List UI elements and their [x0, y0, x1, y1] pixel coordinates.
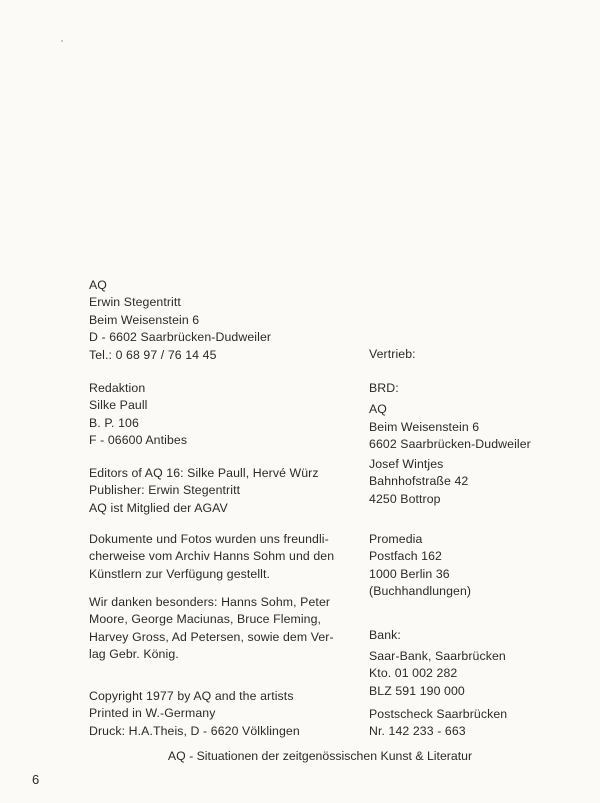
editors-line: Publisher: Erwin Stegentritt — [89, 483, 241, 498]
paragraph-line: Moore, George Maciunas, Bruce Fleming, — [89, 612, 322, 627]
brd-line: Beim Weisenstein 6 — [369, 419, 480, 434]
redaktion-line: Redaktion — [89, 381, 146, 395]
wintjes-block — [369, 456, 589, 508]
postscheck-line: Nr. 142 233 - 663 — [369, 724, 466, 739]
redaktion-line: Silke Paull — [89, 398, 148, 413]
address-line: Tel.: 0 68 97 / 76 14 45 — [89, 347, 217, 362]
promedia-line: Postfach 162 — [369, 549, 442, 564]
bank-label: Bank: — [369, 628, 401, 642]
running-footer: AQ - Situationen der zeitgenössischen Kunst & Literatur — [167, 749, 473, 763]
copyright-block — [89, 688, 359, 740]
postscheck-block — [369, 706, 589, 741]
promedia-line: (Buchhandlungen) — [369, 584, 472, 599]
page-number: 6 — [32, 772, 40, 787]
address-line: Erwin Stegentritt — [89, 295, 181, 310]
bank-heading — [369, 627, 589, 644]
promedia-line: 1000 Berlin 36 — [369, 566, 450, 581]
address-line: D - 6602 Saarbrücken-Dudweiler — [89, 330, 272, 345]
paragraph-line: Dokumente und Fotos wurden uns freundli- — [89, 532, 329, 546]
brd-label: BRD: — [369, 381, 399, 395]
postscheck-line: Postscheck Saarbrücken — [369, 707, 508, 721]
paragraph-line: Künstlern zur Verfügung gestellt. — [89, 566, 271, 581]
brd-line: AQ — [369, 402, 387, 417]
redaktion-line: B. P. 106 — [89, 415, 139, 430]
publisher-address — [89, 277, 359, 364]
editors-line: AQ ist Mitglied der AGAV — [89, 500, 228, 515]
paper-speck — [61, 40, 63, 42]
paragraph-line: cherweise vom Archiv Hanns Sohm und den — [89, 549, 335, 564]
redaktion-block — [89, 380, 359, 450]
paragraph-line: lag Gebr. König. — [89, 647, 179, 662]
copyright-line: Copyright 1977 by AQ and the artists — [89, 689, 294, 703]
redaktion-line: F - 06600 Antibes — [89, 433, 188, 448]
wintjes-line: Bahnhofstraße 42 — [369, 474, 469, 489]
brd-block — [369, 380, 589, 454]
bank-line: Kto. 01 002 282 — [369, 666, 458, 681]
dokumente-paragraph — [89, 531, 359, 583]
paragraph-line: Wir danken besonders: Hanns Sohm, Peter — [89, 595, 331, 609]
promedia-line: Promedia — [369, 532, 423, 546]
address-line: AQ — [89, 278, 107, 292]
vertrieb-label: Vertrieb: — [369, 347, 416, 361]
thanks-paragraph — [89, 594, 359, 664]
bank-line: Saar-Bank, Saarbrücken — [369, 649, 506, 663]
brd-line: 6602 Saarbrücken-Dudweiler — [369, 437, 531, 452]
copyright-line: Druck: H.A.Theis, D - 6620 Völklingen — [89, 723, 300, 738]
wintjes-line: Josef Wintjes — [369, 457, 444, 471]
vertrieb-heading — [369, 346, 589, 363]
wintjes-line: 4250 Bottrop — [369, 491, 441, 506]
paragraph-line: Harvey Gross, Ad Petersen, sowie dem Ver- — [89, 629, 334, 644]
editors-line: Editors of AQ 16: Silke Paull, Hervé Würz — [89, 466, 319, 480]
copyright-line: Printed in W.-Germany — [89, 706, 216, 721]
editors-block — [89, 465, 359, 517]
bank-block — [369, 648, 589, 700]
address-line: Beim Weisenstein 6 — [89, 312, 200, 327]
promedia-block — [369, 531, 589, 601]
bank-line: BLZ 591 190 000 — [369, 683, 465, 698]
